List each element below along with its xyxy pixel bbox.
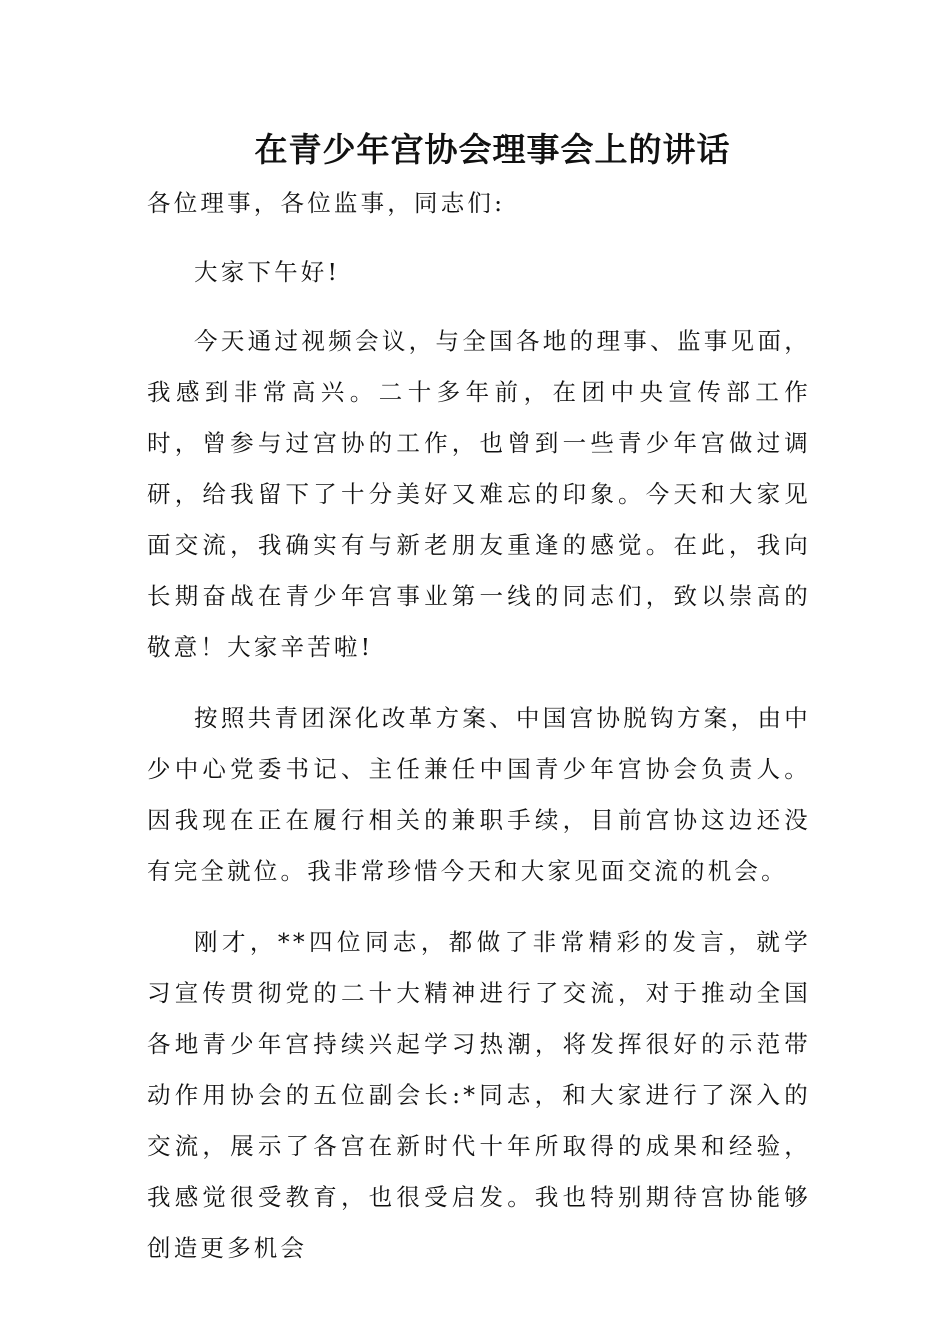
paragraph: 按照共青团深化改革方案、中国宫协脱钩方案，由中少中心党委书记、主任兼任中国青少年宫协会负责人。因我现在正在履行相关的兼职手续，目前宫协这边还没有完全就位。我非常珍惜今天和大家见面交流的机会。 xyxy=(147,704,811,885)
salutation: 各位理事，各位监事，同志们: xyxy=(147,189,506,217)
paragraph: 刚才，**四位同志，都做了非常精彩的发言，就学习宣传贯彻党的二十大精神进行了交流，对于推动全国各地青少年宫持续兴起学习热潮，将发挥很好的示范带动作用协会的五位副会长:*同志，和大家进行了深入的交流，展示了各宫在新时代十年所取得的成果和经验，我感觉很受教育，也很受启发。我也特别期待宫协能够创造更多机会 xyxy=(147,928,811,1262)
greeting: 大家下午好! xyxy=(194,258,341,286)
document-title: 在青少年宫协会理事会上的讲话 xyxy=(254,130,731,169)
paragraph: 今天通过视频会议，与全国各地的理事、监事见面，我感到非常高兴。二十多年前，在团中央宣传部工作时，曾参与过宫协的工作，也曾到一些青少年宫做过调研，给我留下了十分美好又难忘的印象。今天和大家见面交流，我确实有与新老朋友重逢的感觉。在此，我向长期奋战在青少年宫事业第一线的同志们，致以崇高的敬意！大家辛苦啦! xyxy=(147,327,811,661)
document-body xyxy=(147,178,811,1294)
